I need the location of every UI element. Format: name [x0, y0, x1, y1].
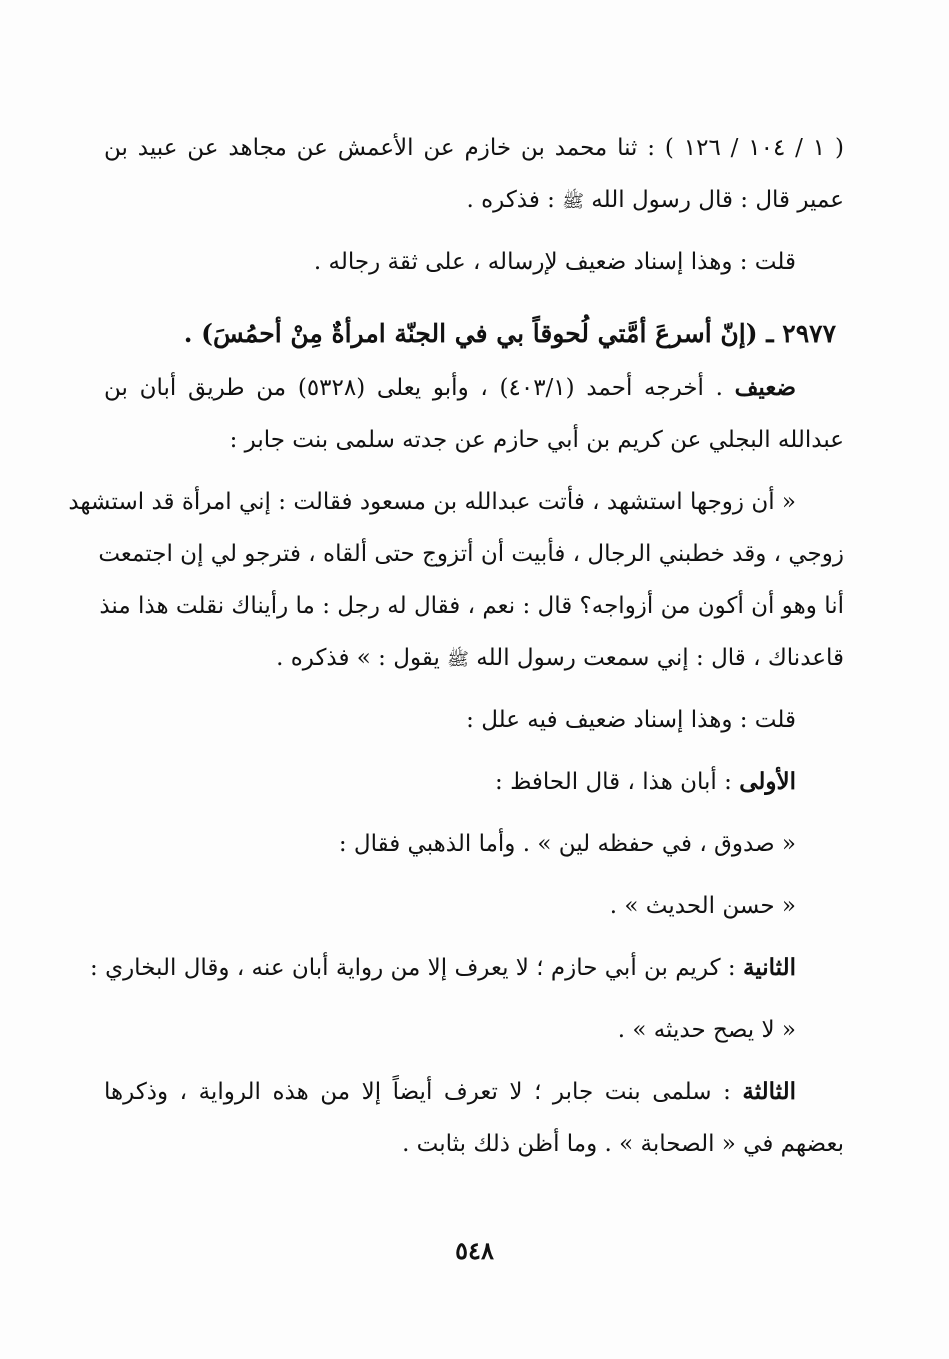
text-span: عبدالله البجلي عن كريم بن أبي حازم عن جدته سلمى بنت جابر : [229, 427, 844, 453]
text-line [104, 236, 844, 288]
text-line [99, 580, 844, 632]
text-line [104, 122, 844, 174]
text-span: . أخرجه أحمد (٤٠٣/١) ، وأبو يعلى (٥٣٢٨) من طريق أبان بن [104, 375, 723, 401]
text-span: يقول : » فذكره . [276, 645, 440, 671]
page-number: ٥٤٨ [455, 1236, 494, 1265]
text-span: « أن زوجها استشهد ، فأتت عبدالله بن مسعود فقالت : إني امرأة قد استشهد [68, 489, 796, 515]
grading-label: ضعيف [734, 374, 796, 401]
text-span: : كريم بن أبي حازم ؛ لا يعرف إلا من رواية أبان عنه ، وقال البخاري : [90, 955, 736, 981]
text-span: قاعدناك ، قال : إني سمعت رسول الله [476, 645, 844, 671]
text-line [104, 756, 844, 808]
text-span: قلت : وهذا إسناد ضعيف فيه علل : [466, 707, 796, 733]
text-span: : أبان هذا ، قال الحافظ : [495, 769, 732, 795]
text-line [104, 818, 844, 870]
honorific-symbol: ﷺ [447, 649, 469, 670]
text-line [98, 528, 844, 580]
point-label-second: الثانية [742, 954, 796, 981]
text-span: بعضهم في « الصحابة » . وما أظن ذلك بثابت . [402, 1131, 844, 1157]
text-line [104, 694, 844, 746]
text-line [104, 1066, 844, 1118]
point-label-first: الأولى [739, 768, 796, 795]
page-body [68, 122, 844, 1170]
text-line [104, 1118, 844, 1170]
text-span: عمير قال : قال رسول الله [591, 187, 844, 213]
text-span: « لا يصح حديثه » . [617, 1017, 796, 1043]
text-span: « صدوق ، في حفظه لين » . وأما الذهبي فقال : [338, 831, 796, 857]
point-label-third: الثالثة [742, 1078, 797, 1105]
text-span: أنا وهو أن أكون من أزواجه؟ قال : نعم ، فقال له رجل : ما رأيناك نقلت هذا منذ [99, 593, 844, 619]
hadith-heading-text: ٢٩٧٧ ـ (إنّ أسرعَ أمَّتي لُحوقاً بي في الجنّة امرأةٌ مِنْ أحمُسَ) . [183, 319, 836, 348]
text-line [104, 174, 844, 226]
text-span: : فذكره . [466, 187, 555, 213]
text-span: : سلمى بنت جابر ؛ لا تعرف أيضاً إلا من هذه الرواية ، وذكرها [104, 1079, 731, 1105]
text-span: ( ١ / ١٠٤ / ١٢٦ ) : ثنا محمد بن خازم عن الأعمش عن مجاهد عن عبيد بن [104, 135, 844, 161]
text-span: زوجي ، وقد خطبني الرجال ، فأبيت أن أتزوج حتى ألقاه ، فترجو لي إن اجتمعت [98, 541, 844, 567]
text-line [104, 1004, 844, 1056]
text-line [104, 414, 844, 466]
hadith-heading [104, 306, 844, 362]
text-line [104, 362, 844, 414]
text-span: قلت : وهذا إسناد ضعيف لإرساله ، على ثقة رجاله . [313, 249, 796, 275]
text-line [104, 632, 844, 684]
honorific-symbol: ﷺ [562, 191, 584, 212]
text-span: « حسن الحديث » . [609, 893, 796, 919]
text-line [90, 942, 844, 994]
text-line [68, 476, 844, 528]
text-line [104, 880, 844, 932]
